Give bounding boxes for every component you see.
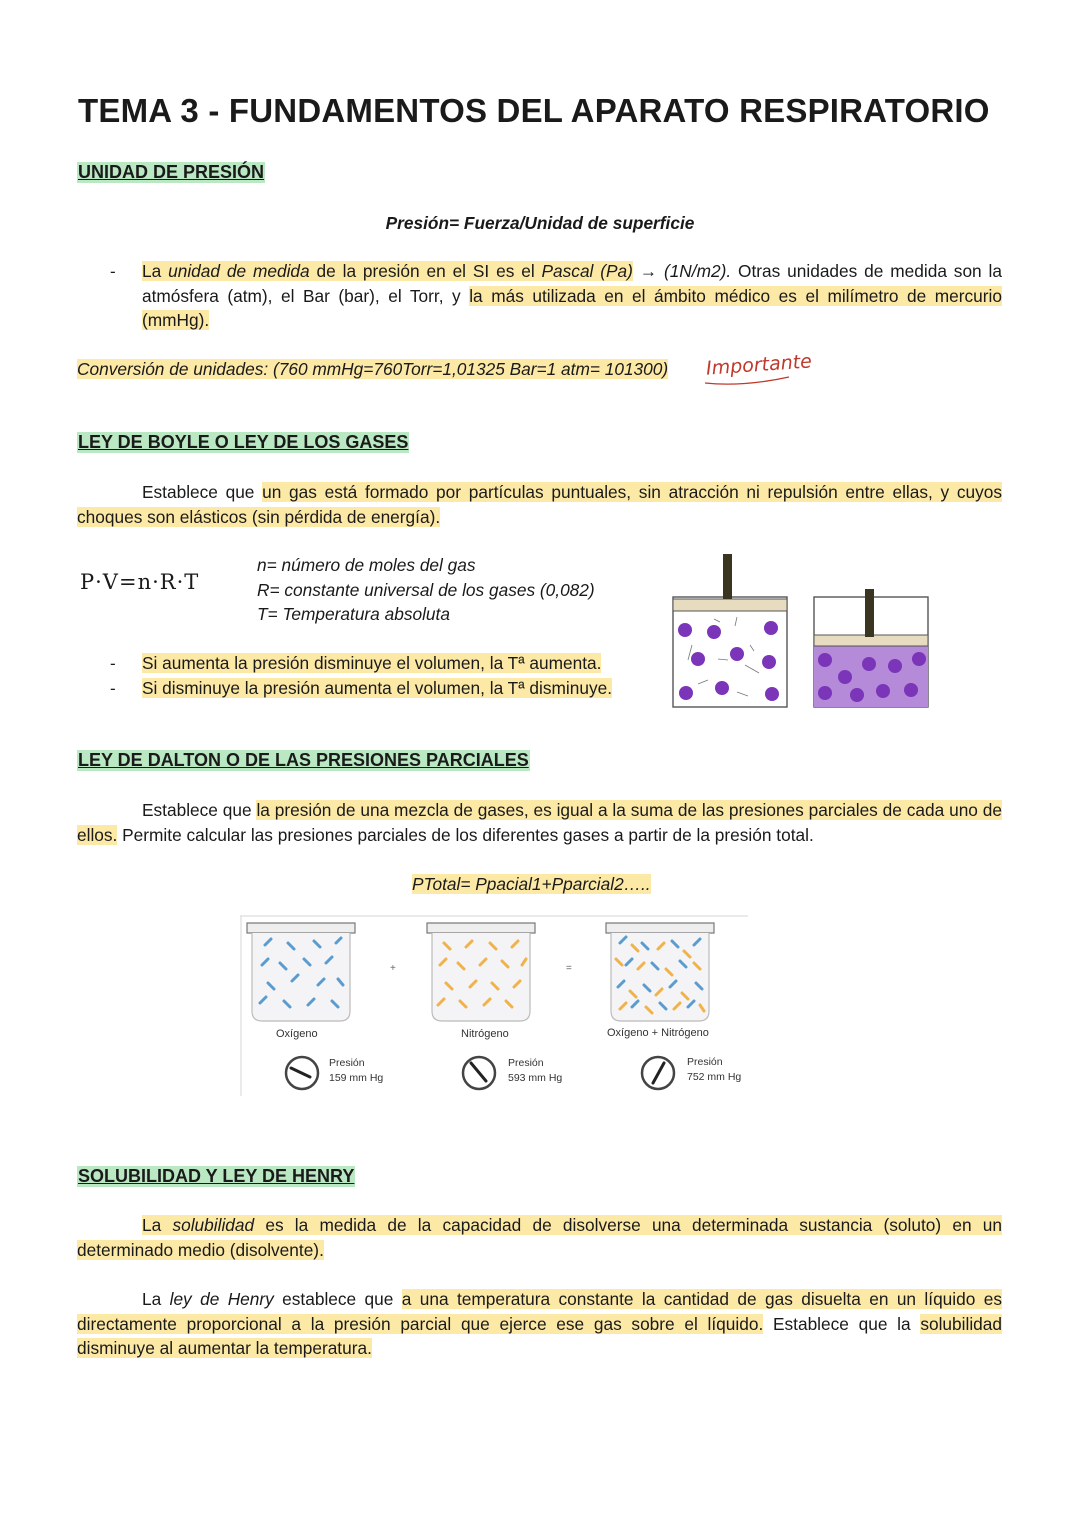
jar-oxygen [247,923,355,1021]
legend-t: T= Temperatura absoluta [257,604,450,625]
jar-nitrogen [427,923,535,1021]
pressure-gauge-nitrogen [463,1057,495,1089]
piston-plate-left [673,599,787,611]
equals-sign: = [566,963,572,974]
gauge-reading-oxygen: Presión 159 mm Hg [329,1057,384,1084]
henry-law-paragraph: La ley de Henry establece que a una temperatura constante la cantidad de gas disuelta en un líquido es directamente proporcional a la presión parcial que ejerce ese gas sobre el líquido. Establece que la solubilidad disminuye al aumentar la temperatura. [77,1289,1002,1359]
boyle-bullet-2: Si disminuye la presión aumenta el volumen, la Tª disminuye. [142,678,613,698]
conversion-line: Conversión de unidades: (760 mmHg=760Torr=1,01325 Bar=1 atm= 101300) [77,359,669,379]
pressure-formula: Presión= Fuerza/Unidad de superficie [385,213,695,233]
piston-rod-right [865,589,874,637]
compressed-gas [814,645,928,707]
gauge-reading-mixture: Presión 752 mm Hg [687,1056,742,1083]
piston-rod-left [723,554,732,599]
boyle-piston-figure [668,552,934,712]
section-heading-dalton: LEY DE DALTON O DE LAS PRESIONES PARCIALES [78,750,529,770]
solubility-paragraph: La solubilidad es la medida de la capacidad de disolverse una determinada sustancia (soluto) en un determinado medio (disolvente). [77,1215,1002,1260]
bullet-dash: - [110,679,116,698]
legend-n: n= número de moles del gas [257,555,476,575]
pressure-gauge-mixture [642,1057,674,1089]
section-heading-henry: SOLUBILIDAD Y LEY DE HENRY [78,1166,355,1186]
jar-label-nitrogen: Nitrógeno [461,1028,509,1040]
important-annotation: Importante [705,350,813,380]
jar-label-mixture: Oxígeno + Nitrógeno [607,1027,709,1039]
pressure-gauge-oxygen [286,1057,318,1089]
section-heading-boyle: LEY DE BOYLE O LEY DE LOS GASES [78,432,409,452]
boyle-bullet-1: Si aumenta la presión disminuye el volumen, la Tª aumenta. [142,653,602,673]
page-title: TEMA 3 - FUNDAMENTOS DEL APARATO RESPIRATORIO [78,92,990,129]
bullet-dash: - [110,654,116,673]
boyle-intro: Establece que un gas está formado por partículas puntuales, sin atracción ni repulsión entre ellas, y cuyos choques son elásticos (sin pérdida de energía). [77,482,1002,527]
gauge-reading-nitrogen: Presión 593 mm Hg [508,1057,563,1084]
dalton-figure [240,913,750,1098]
jar-mixture [606,923,714,1021]
pressure-unit-paragraph: La unidad de medida de la presión en el SI es el Pascal (Pa) → (1N/m2). Otras unidades de medida son la atmósfera (atm), el Bar (bar), el Torr, y la más utilizada en el ámbito médico es el milímetro de mercurio (mmHg). [142,261,1002,331]
plus-sign: + [390,963,396,974]
legend-r: R= constante universal de los gases (0,082) [257,579,595,600]
dalton-figure-graphics [240,913,750,1098]
ideal-gas-equation: P·V=n·R·T [80,570,200,594]
dalton-intro: Establece que la presión de una mezcla de gases, es igual a la suma de las presiones parciales de cada uno de ellos. Permite calcular las presiones parciales de los diferentes gases a partir de la presión total. [77,800,1002,845]
equation-legend [257,553,595,627]
dalton-formula: PTotal= Ppacial1+Pparcial2….. [412,874,651,894]
section-heading-pressure: UNIDAD DE PRESIÓN [78,162,265,182]
jar-label-oxygen: Oxígeno [276,1028,318,1040]
annotation-underline [703,373,793,389]
bullet-dash: - [110,262,116,281]
